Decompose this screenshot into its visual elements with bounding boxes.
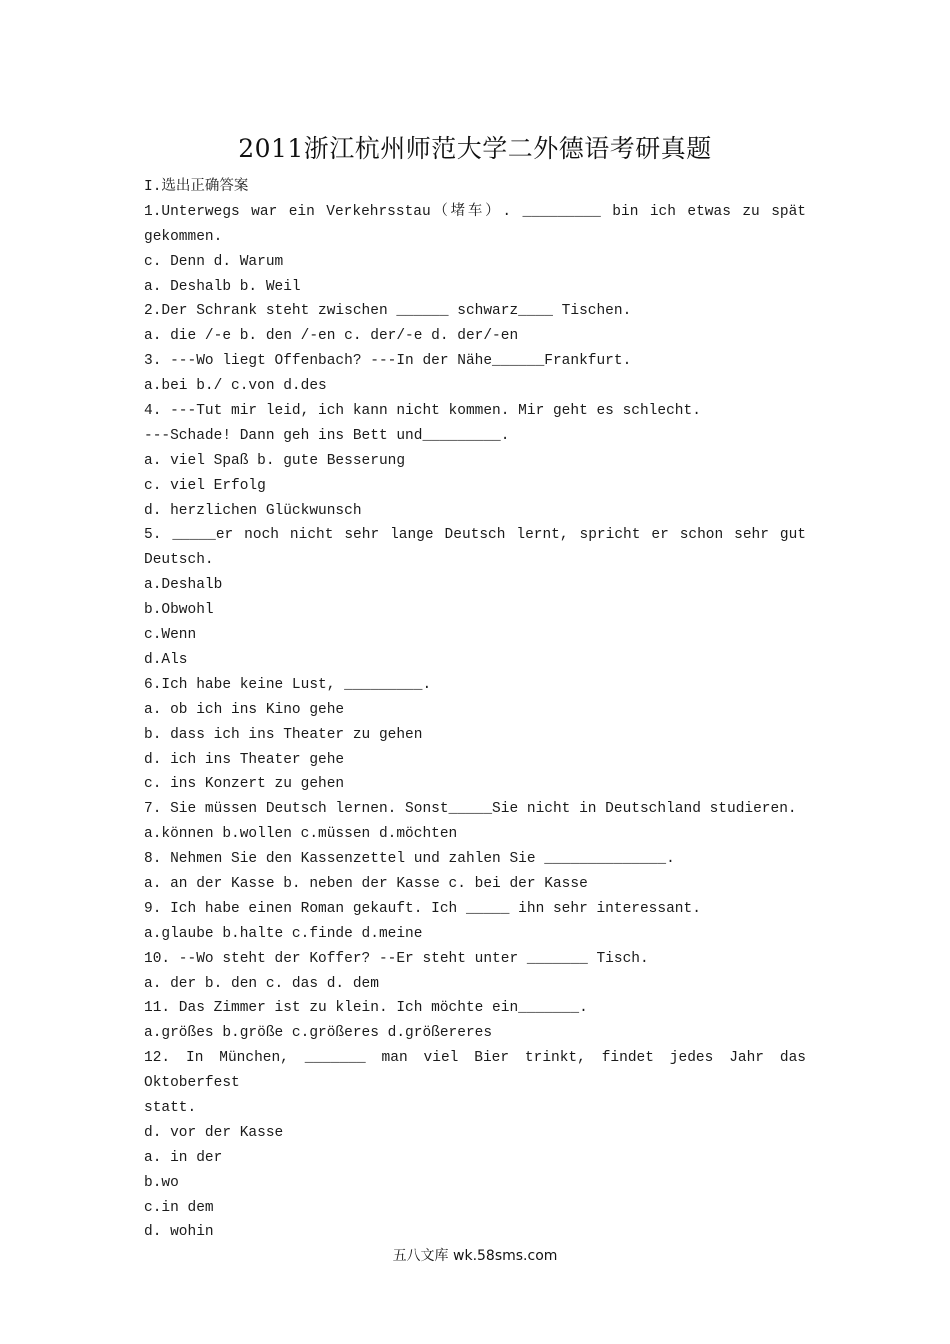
text-line: a. ob ich ins Kino gehe (144, 701, 345, 718)
page-title: 2011浙江杭州师范大学二外德语考研真题 (238, 134, 712, 163)
text-line: c.in dem (144, 1199, 214, 1216)
footer-watermark: 五八文库 wk.58sms.com (392, 1248, 558, 1264)
text-line: 12. In München, _______ man viel Bier trinkt, findet jedes Jahr das Oktoberfest (144, 1050, 806, 1092)
text-line: 5. _____er noch nicht sehr lange Deutsch lernt, spricht er schon sehr gut (144, 527, 806, 544)
text-line: c. ins Konzert zu gehen (144, 776, 345, 793)
text-line: 9. Ich habe einen Roman gekauft. Ich _____ ihn sehr interessant. (144, 900, 701, 917)
text-line: d. wohin (144, 1224, 214, 1241)
text-line: a.glaube b.halte c.finde d.meine (144, 925, 423, 942)
text-line: c. Denn d. Warum (144, 253, 284, 270)
text-line: b.Obwohl (144, 602, 214, 619)
text-line: a.bei b./ c.von d.des (144, 378, 327, 395)
text-line: gekommen. (144, 228, 223, 245)
text-line: Deutsch. (144, 552, 214, 569)
text-line: 1.Unterwegs war ein Verkehrsstau（堵车）. _________ bin ich etwas zu spät (144, 203, 806, 220)
text-line: a.können b.wollen c.müssen d.möchten (144, 826, 458, 843)
text-line: c. viel Erfolg (144, 477, 266, 494)
text-line: 2.Der Schrank steht zwischen ______ schwarz____ Tischen. (144, 303, 632, 320)
text-line: statt. (144, 1100, 197, 1117)
text-line: 7. Sie müssen Deutsch lernen. Sonst_____Sie nicht in Deutschland studieren. (144, 801, 797, 818)
text-line: 6.Ich habe keine Lust, _________. (144, 676, 432, 693)
text-line: 11. Das Zimmer ist zu klein. Ich möchte ein_______. (144, 1000, 588, 1017)
text-line: 10. --Wo steht der Koffer? --Er steht unter _______ Tisch. (144, 950, 649, 967)
text-line: a. Deshalb b. Weil (144, 278, 301, 295)
text-line: b.wo (144, 1174, 179, 1191)
text-line: d. ich ins Theater gehe (144, 751, 345, 768)
section-heading: I.选出正确答案 (144, 179, 249, 195)
text-line: b. dass ich ins Theater zu gehen (144, 726, 423, 743)
text-line: d. vor der Kasse (144, 1124, 284, 1141)
text-line: a.größes b.größe c.größeres d.größereres (144, 1025, 493, 1042)
text-line: a.Deshalb (144, 577, 223, 594)
text-line: d. herzlichen Glückwunsch (144, 502, 362, 519)
text-line: 3. ---Wo liegt Offenbach? ---In der Nähe______Frankfurt. (144, 353, 632, 370)
text-line: ---Schade! Dann geh ins Bett und_________. (144, 427, 510, 444)
text-line: 8. Nehmen Sie den Kassenzettel und zahlen Sie ______________. (144, 851, 675, 868)
text-line: a. der b. den c. das d. dem (144, 975, 379, 992)
text-line: 4. ---Tut mir leid, ich kann nicht kommen. Mir geht es schlecht. (144, 403, 701, 420)
text-line: a. in der (144, 1149, 223, 1166)
text-line: a. an der Kasse b. neben der Kasse c. bei der Kasse (144, 875, 588, 892)
document-body (144, 175, 806, 1245)
text-line: c.Wenn (144, 627, 197, 644)
text-line: a. viel Spaß b. gute Besserung (144, 452, 406, 469)
text-line: a. die /-e b. den /-en c. der/-e d. der/-en (144, 328, 519, 345)
text-line: d.Als (144, 651, 188, 668)
